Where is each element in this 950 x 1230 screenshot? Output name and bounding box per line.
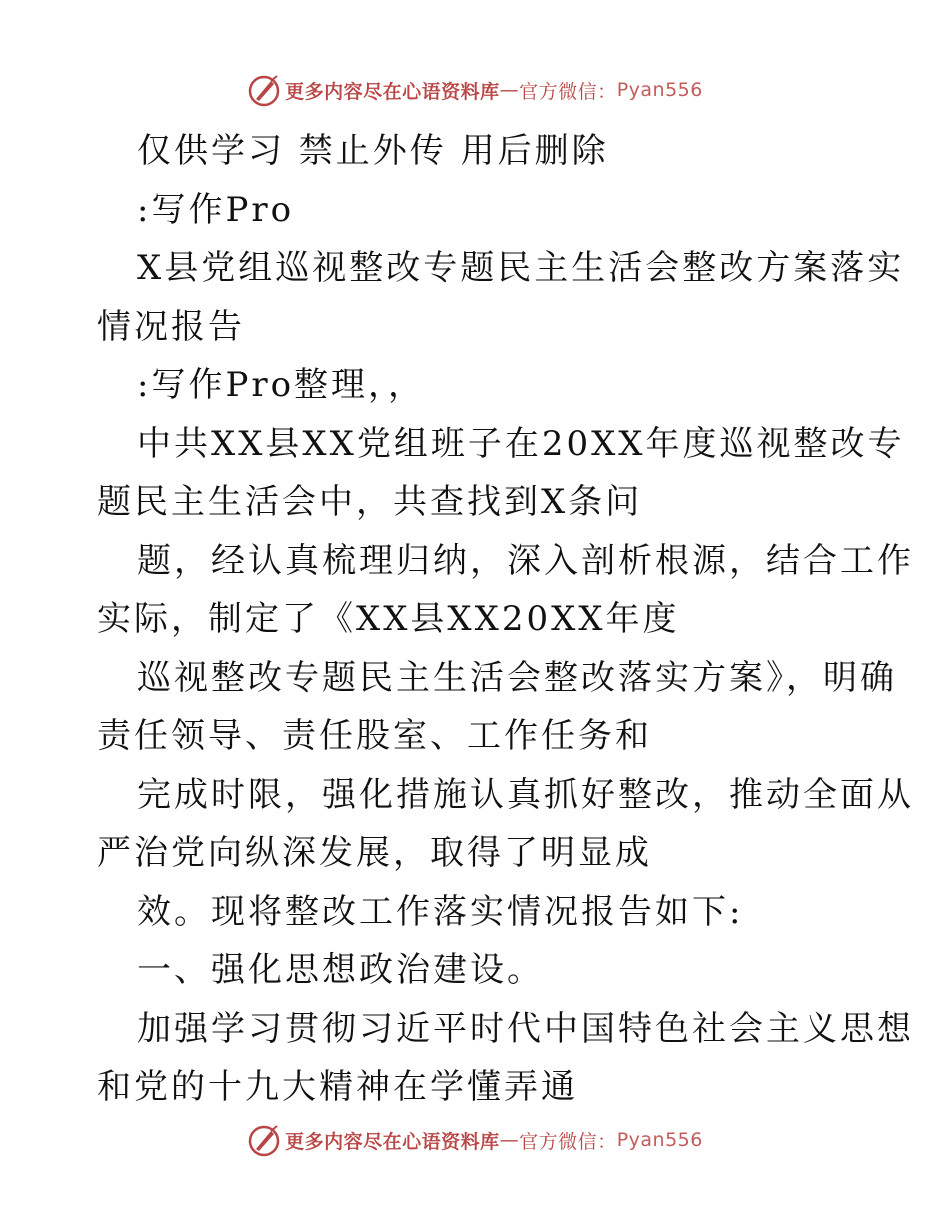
banner-separator: — (499, 1129, 520, 1151)
text-line: X县党组巡视整改专题民主生活会整改方案落实 (137, 248, 905, 288)
section-heading: 一、强化思想政治建设。 (137, 950, 544, 990)
banner-wechat-id: Pyan556 (616, 79, 703, 101)
text-line: :写作Pro (137, 189, 295, 230)
banner-official-text: 官方微信： (519, 80, 617, 103)
banner-official-text: 官方微信： (519, 1130, 617, 1153)
text-line: 责任领导、责任股室、工作任务和 (97, 716, 652, 756)
banner-site-text: 更多内容尽在心语资料库 (285, 1130, 500, 1153)
banner-wechat-id: Pyan556 (616, 1129, 703, 1151)
text-line: 加强学习贯彻习近平时代中国特色社会主义思想 (137, 1008, 914, 1049)
header-watermark-banner (0, 70, 950, 110)
text-line: 仅供学习 禁止外传 用后删除 (137, 131, 609, 171)
quill-logo-icon (247, 73, 281, 107)
text-line: 情况报告 (97, 306, 245, 347)
text-line: 严治党向纵深发展，取得了明显成 (97, 833, 652, 873)
text-line: 题民主生活会中，共查找到X条问 (97, 482, 643, 522)
footer-watermark-banner (0, 1120, 950, 1160)
text-line: 和党的十九大精神在学懂弄通 (97, 1067, 578, 1107)
banner-site-text: 更多内容尽在心语资料库 (285, 80, 500, 103)
text-line: 效。现将整改工作落实情况报告如下: (137, 891, 744, 932)
text-line: 中共XX县XX党组班子在20XX年度巡视整改专 (137, 423, 905, 464)
document-body (97, 122, 914, 1117)
text-line: 实际，制定了《XX县XX20XX年度 (97, 599, 680, 639)
banner-separator: — (499, 79, 520, 101)
text-line: 完成时限，强化措施认真抓好整改，推动全面从 (137, 774, 914, 815)
text-line: 巡视整改专题民主生活会整改落实方案》，明确 (137, 657, 897, 698)
quill-logo-icon (247, 1123, 281, 1157)
text-line: 题，经认真梳理归纳，深入剖析根源，结合工作 (137, 540, 914, 581)
text-line: :写作Pro整理，， (137, 365, 426, 405)
